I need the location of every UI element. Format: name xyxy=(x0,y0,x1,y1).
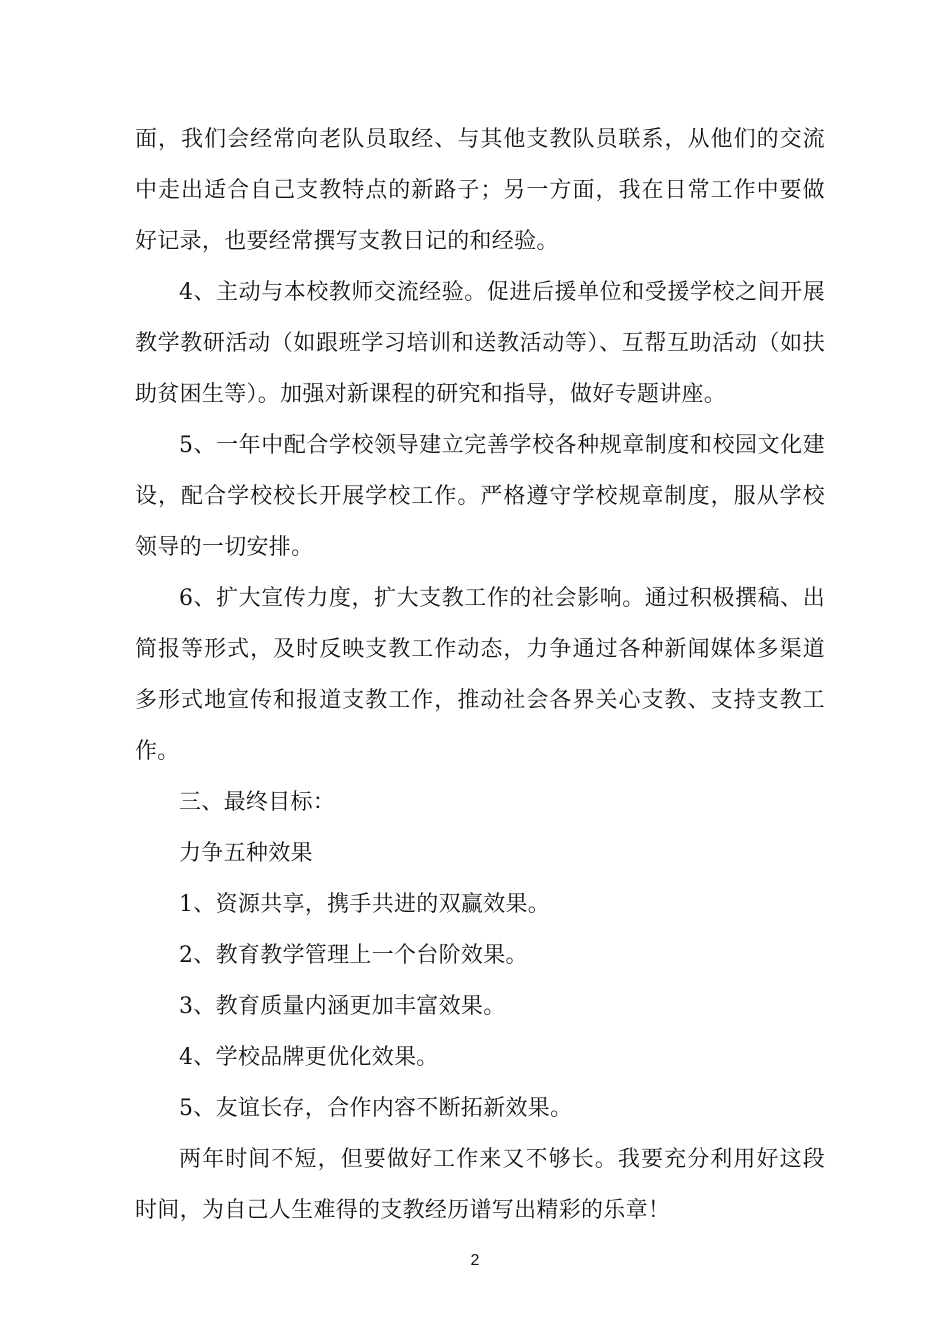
page-number: 2 xyxy=(470,1252,480,1269)
section-subheading: 力争五种效果 xyxy=(179,841,313,866)
paragraph-item-4: 4、主动与本校教师交流经验。促进后援单位和受援学校之间开展教学教研活动（如跟班学习培训和送教活动等）、互帮互助活动（如扶助贫困生等）。加强对新课程的研究和指导，做好专题讲座。 xyxy=(135,280,825,407)
goal-item: 4、学校品牌更优化效果。 xyxy=(179,1045,439,1070)
goal-item: 5、友谊长存，合作内容不断拓新效果。 xyxy=(179,1096,573,1121)
paragraph-item-5: 5、一年中配合学校领导建立完善学校各种规章制度和校园文化建设，配合学校校长开展学校工作。严格遵守学校规章制度，服从学校领导的一切安排。 xyxy=(135,433,825,560)
goal-item: 1、资源共享，携手共进的双赢效果。 xyxy=(179,892,551,917)
paragraph-continued: 面，我们会经常向老队员取经、与其他支教队员联系，从他们的交流中走出适合自己支教特点的新路子；另一方面，我在日常工作中要做好记录，也要经常撰写支教日记的和经验。 xyxy=(135,127,825,254)
section-heading: 三、最终目标： xyxy=(179,790,336,815)
document-body xyxy=(135,114,825,1236)
paragraph-item-6: 6、扩大宣传力度，扩大支教工作的社会影响。通过积极撰稿、出简报等形式，及时反映支教工作动态，力争通过各种新闻媒体多渠道多形式地宣传和报道支教工作，推动社会各界关心支教、支持支教工作。 xyxy=(135,586,825,764)
closing-paragraph: 两年时间不短，但要做好工作来又不够长。我要充分利用好这段时间，为自己人生难得的支教经历谱写出精彩的乐章！ xyxy=(135,1147,825,1223)
goal-item: 3、教育质量内涵更加丰富效果。 xyxy=(179,994,506,1019)
goal-item: 2、教育教学管理上一个台阶效果。 xyxy=(179,943,528,968)
